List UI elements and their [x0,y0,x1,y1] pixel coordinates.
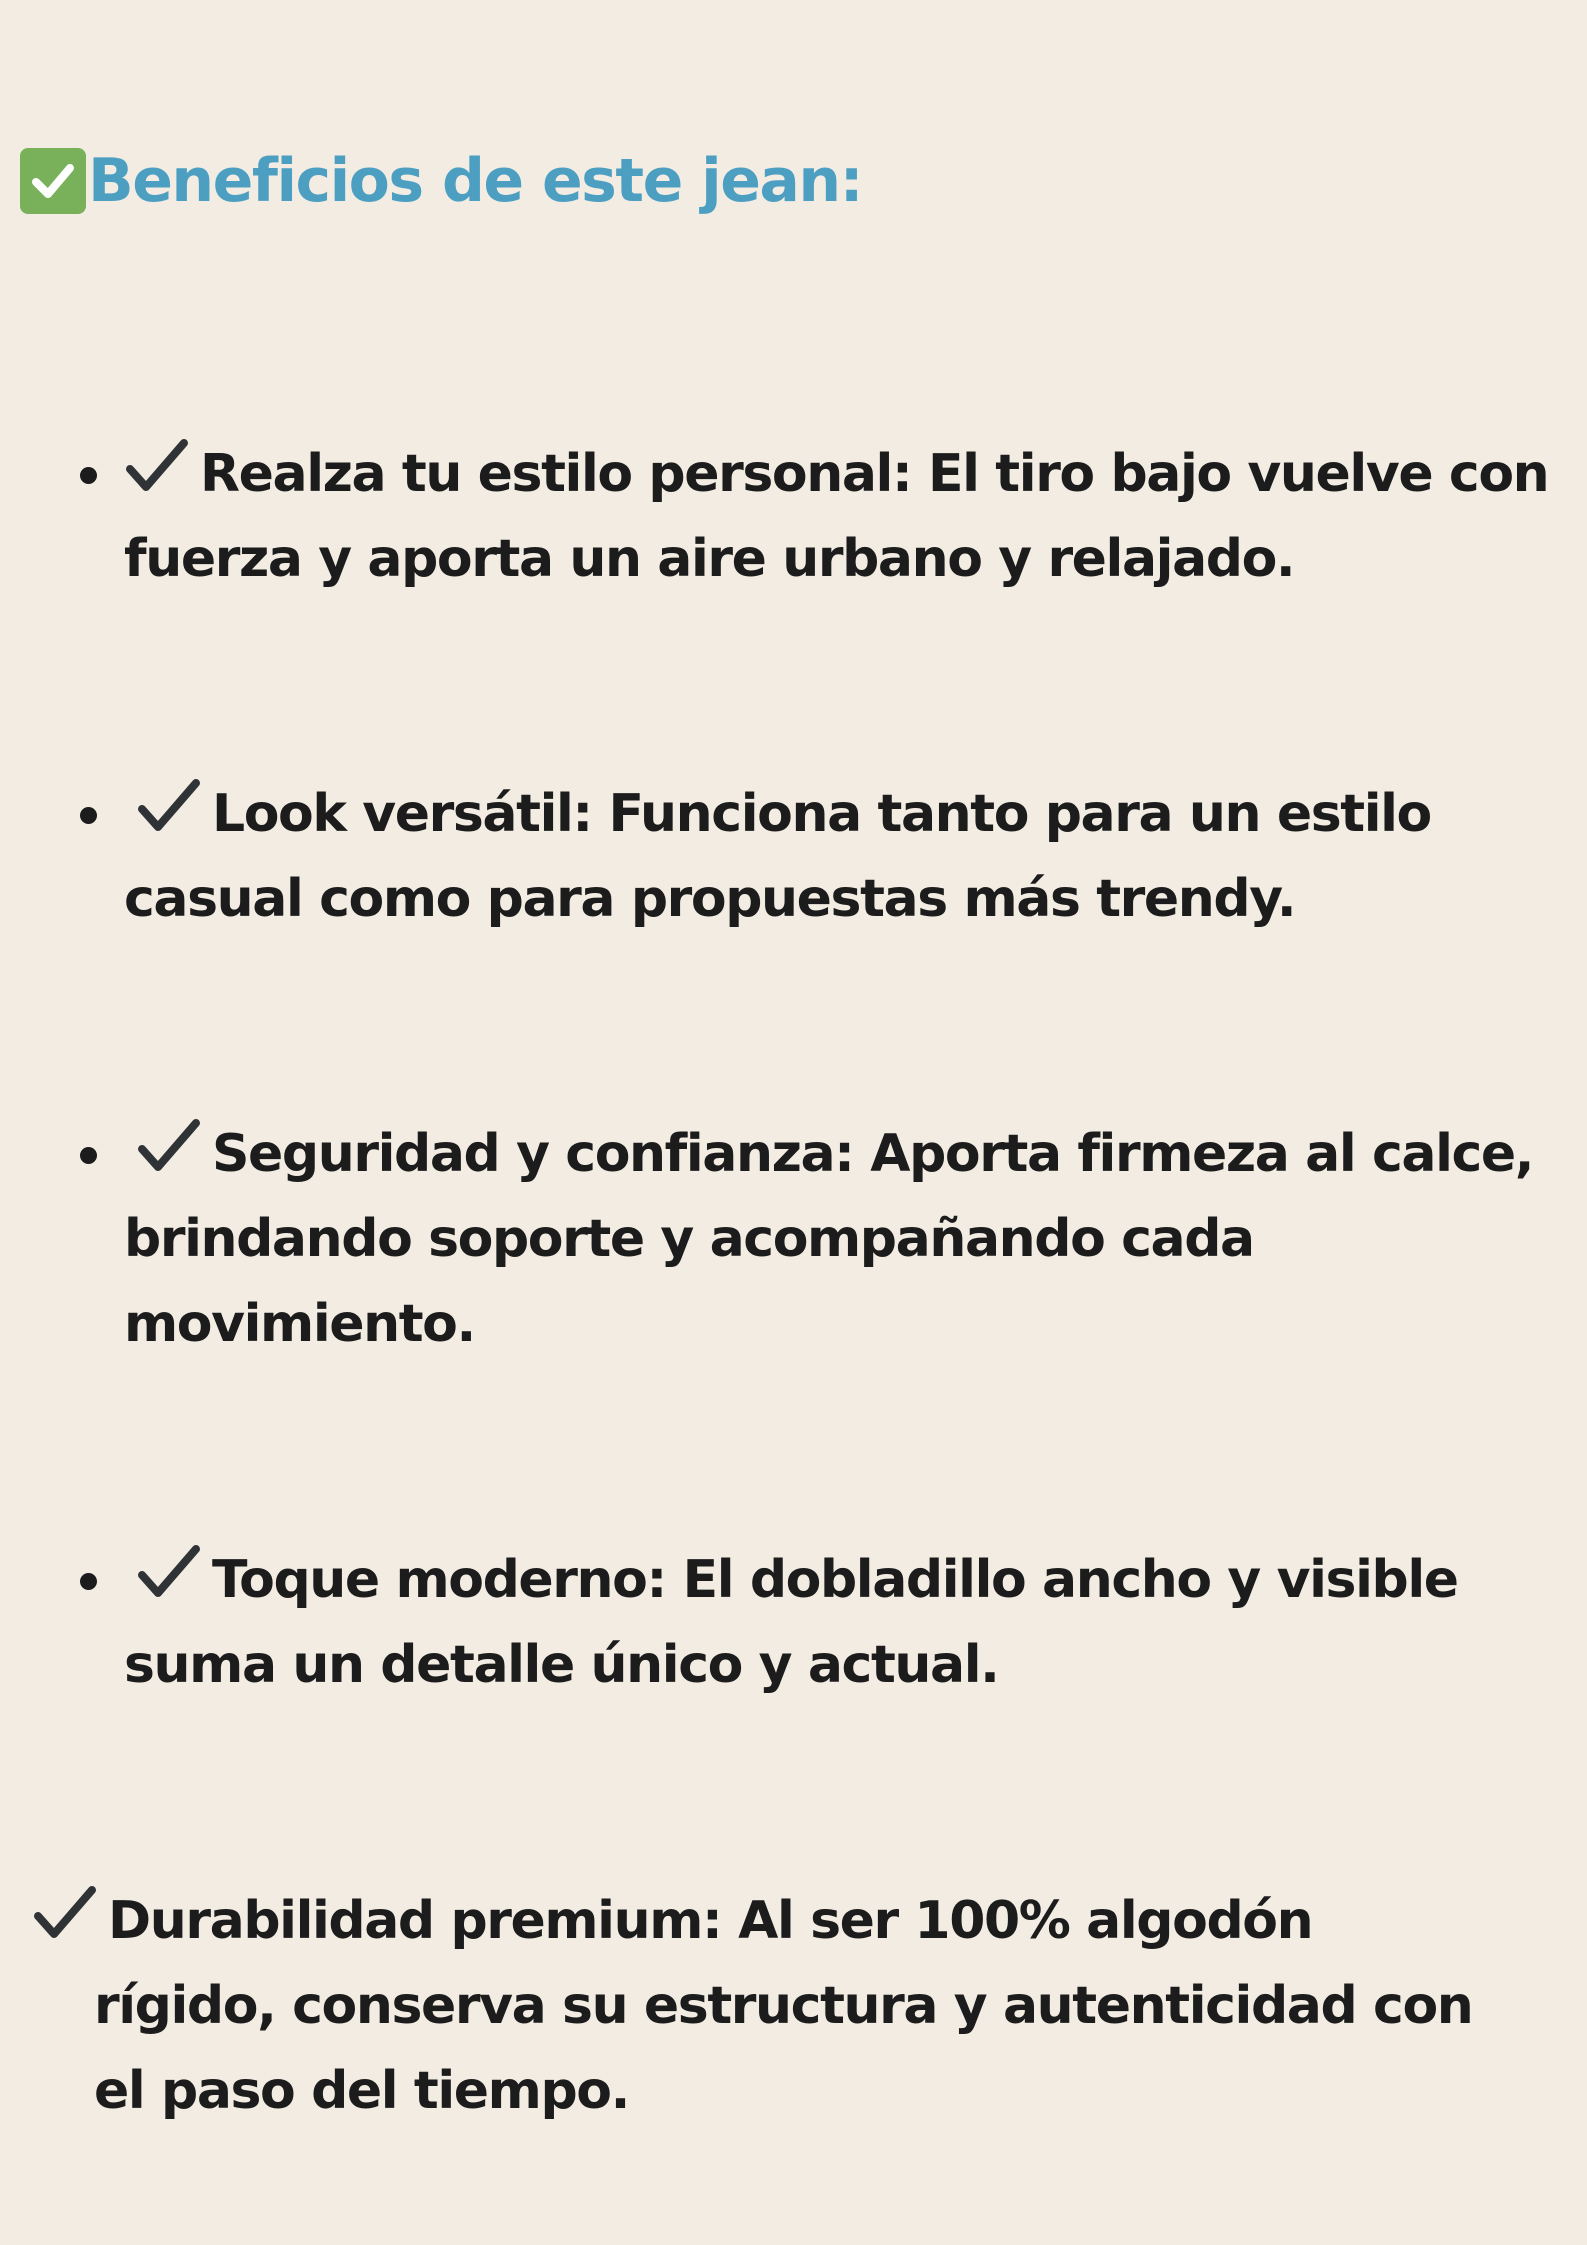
check-mark-icon [136,1115,202,1175]
benefit-line: fuerza y aporta un aire urbano y relajado. [124,529,1295,589]
check-mark-icon [32,1882,98,1942]
bullet-icon [80,807,97,824]
benefit-line: suma un detalle único y actual. [124,1635,999,1695]
check-mark-icon [136,775,202,835]
benefit-line [32,1879,1472,1964]
benefit-line [124,1538,1458,1623]
bullet-icon [80,1147,97,1164]
benefit-line: casual como para propuestas más trendy. [124,869,1296,929]
benefit-item [124,1538,1458,1708]
benefit-text: Look versátil: Funciona tanto para un estilo [212,784,1431,844]
benefit-text: Durabilidad premium: Al ser 100% algodón [108,1891,1313,1951]
check-box-icon [20,148,86,214]
benefit-item [124,432,1548,602]
benefit-text: Toque moderno: El dobladillo ancho y visible [212,1550,1458,1610]
bullet-icon [80,1573,97,1590]
extra-benefit-item [32,1879,1472,2134]
title-text: Beneficios de este jean: [88,146,863,216]
benefit-text: Realza tu estilo personal: El tiro bajo vuelve con [200,444,1549,504]
benefit-line: rígido, conserva su estructura y autenticidad con [94,1976,1473,2036]
bullet-icon [80,467,97,484]
benefit-line: movimiento. [124,1294,475,1354]
benefit-text: Seguridad y confianza: Aporta firmeza al calce, [212,1124,1534,1184]
benefit-line [124,772,1431,857]
page-title [20,148,862,214]
benefit-line [124,1112,1533,1197]
check-mark-icon [136,1541,202,1601]
benefit-item [124,1112,1533,1367]
check-mark-icon [124,435,190,495]
benefit-line: el paso del tiempo. [94,2061,629,2121]
benefit-line [124,432,1548,517]
benefit-item [124,772,1431,942]
benefit-line: brindando soporte y acompañando cada [124,1209,1254,1269]
